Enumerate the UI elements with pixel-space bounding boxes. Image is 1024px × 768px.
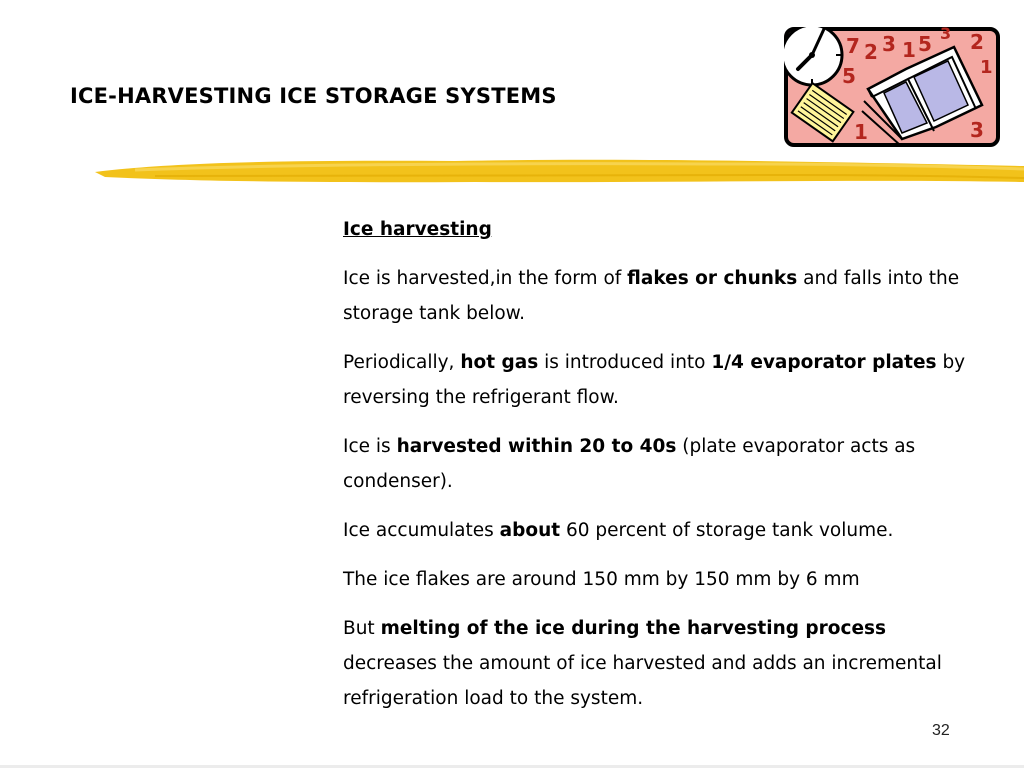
svg-text:1: 1 [902, 38, 916, 62]
paragraph-5: The ice flakes are around 150 mm by 150 mm by 6 mm [343, 569, 860, 590]
svg-text:2: 2 [970, 30, 984, 54]
slide-title: ICE-HARVESTING ICE STORAGE SYSTEMS [70, 84, 557, 108]
svg-text:3: 3 [970, 118, 984, 142]
svg-text:1: 1 [854, 120, 868, 144]
paragraph-6: But melting of the ice during the harvesting process decreases the amount of ice harvested and adds an incremental refrigeration load to the system. [343, 618, 942, 709]
clock-book-clipart-icon [784, 27, 1000, 147]
svg-text:7: 7 [846, 34, 860, 58]
paragraph-4: Ice accumulates about 60 percent of storage tank volume. [343, 520, 894, 541]
paragraph-1: Ice is harvested,in the form of flakes or chunks and falls into the storage tank below. [343, 268, 960, 324]
paragraph-3: Ice is harvested within 20 to 40s (plate evaporator acts as condenser). [343, 436, 916, 492]
svg-text:1: 1 [980, 57, 993, 78]
clock-icon [784, 27, 842, 85]
slide-body [343, 212, 983, 730]
section-heading: Ice harvesting [343, 219, 492, 240]
paragraph-2: Periodically, hot gas is introduced into 1/4 evaporator plates by reversing the refrigerant flow. [343, 352, 966, 408]
svg-text:5: 5 [918, 32, 932, 56]
svg-text:3: 3 [940, 27, 952, 43]
page-number: 32 [932, 722, 950, 739]
brush-stroke-divider [95, 152, 1024, 192]
svg-text:5: 5 [842, 64, 856, 88]
svg-text:3: 3 [882, 32, 896, 56]
svg-text:2: 2 [864, 40, 878, 64]
